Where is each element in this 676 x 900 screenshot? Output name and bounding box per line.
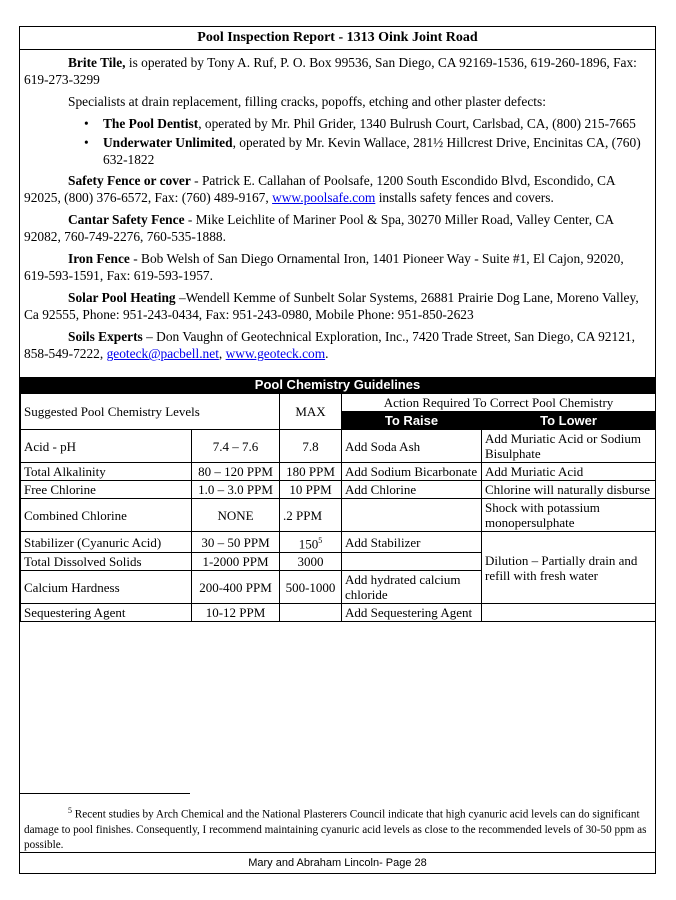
row-lower: Chlorine will naturally disburse <box>482 481 656 499</box>
row-range: NONE <box>192 499 280 532</box>
contractor-details: – Don Vaughn of Geotechnical Exploration, Inc., 7420 Trade Street, San Diego, CA 92121, 858-549-7222, <box>24 329 635 361</box>
row-raise <box>342 553 482 571</box>
table-row <box>21 499 656 532</box>
footnote-text: Recent studies by Arch Chemical and the National Plasterers Council indicate that high cyanuric acid levels can do significant damage to pool finishes. Consequently, I recommend maintaining cyanuric acid levels as close to the recommended levels of 30-50 ppm as possible. <box>24 808 647 851</box>
contractor-name: Brite Tile, <box>68 55 126 70</box>
contractor-details: , operated by Mr. Kevin Wallace, 281½ Hillcrest Drive, Encinitas CA, (760) 632-1822 <box>103 135 641 167</box>
solar-heating-entry <box>24 289 649 323</box>
row-name: Calcium Hardness <box>21 571 192 604</box>
geoteck-link[interactable]: www.geoteck.com <box>225 346 326 361</box>
footnote <box>24 803 649 853</box>
contractor-name: Soils Experts <box>68 329 143 344</box>
contractor-details: , operated by Mr. Phil Grider, 1340 Bulrush Court, Carlsbad, CA, (800) 215-7665 <box>198 116 636 131</box>
row-max: 500-1000 <box>280 571 342 604</box>
contractor-tail: . <box>325 346 329 361</box>
row-raise: Add Soda Ash <box>342 430 482 463</box>
contractor-details: –Wendell Kemme of Sunbelt Solar Systems, 26881 Prairie Dog Lane, Moreno Valley, Ca 92555, Phone: 951-243-0434, Fax: 951-243-0980, Mobile Phone: 951-850-2623 <box>24 290 639 322</box>
row-name: Stabilizer (Cyanuric Acid) <box>21 532 192 553</box>
col-lower-header: To Lower <box>482 412 656 430</box>
row-max: 7.8 <box>280 430 342 463</box>
table-row <box>21 463 656 481</box>
row-raise: Add hydrated calcium chloride <box>342 571 482 604</box>
row-max: .2 PPM <box>280 499 342 532</box>
row-max <box>280 604 342 622</box>
row-lower: Add Muriatic Acid <box>482 463 656 481</box>
row-max <box>280 532 342 553</box>
row-raise: Add Chlorine <box>342 481 482 499</box>
row-name: Free Chlorine <box>21 481 192 499</box>
iron-fence-entry <box>24 250 649 284</box>
table-row <box>21 604 656 622</box>
separator: , <box>218 346 226 361</box>
row-max-value: 150 <box>298 536 319 552</box>
row-name: Total Dissolved Solids <box>21 553 192 571</box>
chemistry-table <box>20 393 656 622</box>
table-row <box>21 430 656 463</box>
col-raise-header: To Raise <box>342 412 482 430</box>
cantar-fence-entry <box>24 211 649 245</box>
row-lower: Add Muriatic Acid or Sodium Bisulphate <box>482 430 656 463</box>
specialists-intro: Specialists at drain replacement, filling cracks, popoffs, etching and other plaster defects: <box>68 94 546 109</box>
chemistry-banner: Pool Chemistry Guidelines <box>20 377 655 393</box>
row-max: 180 PPM <box>280 463 342 481</box>
contractor-tail: installs safety fences and covers. <box>375 190 554 205</box>
row-range: 30 – 50 PPM <box>192 532 280 553</box>
row-name: Sequestering Agent <box>21 604 192 622</box>
poolsafe-link[interactable]: www.poolsafe.com <box>272 190 376 205</box>
contractor-details: is operated by Tony A. Ruf, P. O. Box 99536, San Diego, CA 92169-1536, 619-260-1896, Fax: 619-273-3299 <box>24 55 637 87</box>
row-raise <box>342 499 482 532</box>
row-range: 80 – 120 PPM <box>192 463 280 481</box>
row-raise: Add Stabilizer <box>342 532 482 553</box>
contractor-list <box>20 50 655 362</box>
row-name: Combined Chlorine <box>21 499 192 532</box>
row-max: 10 PPM <box>280 481 342 499</box>
row-name: Acid - pH <box>21 430 192 463</box>
page-title: Pool Inspection Report - 1313 Oink Joint Road <box>20 27 655 50</box>
email-link[interactable]: geoteck@pacbell.net <box>106 346 219 361</box>
table-header-row <box>21 394 656 412</box>
col-max-header: MAX <box>280 394 342 430</box>
row-lower: Shock with potassium monopersulphate <box>482 499 656 532</box>
contractor-details: - Mike Leichlite of Mariner Pool & Spa, 30270 Miller Road, Valley Center, CA 92082, 760-749-2276, 760-535-1888. <box>24 212 614 244</box>
row-lower <box>482 604 656 622</box>
row-lower: Dilution – Partially drain and refill with fresh water <box>482 532 656 604</box>
bullet-icon: • <box>84 135 89 150</box>
table-row <box>21 481 656 499</box>
footnote-ref: 5 <box>318 536 323 545</box>
row-range: 10-12 PPM <box>192 604 280 622</box>
list-item <box>24 134 649 168</box>
row-raise: Add Sodium Bicarbonate <box>342 463 482 481</box>
footnote-divider <box>20 793 190 794</box>
table-row <box>21 532 656 553</box>
contractor-name: Iron Fence <box>68 251 130 266</box>
col-suggested-header: Suggested Pool Chemistry Levels <box>21 394 280 430</box>
list-item <box>24 115 649 132</box>
contractor-name: Safety Fence or cover <box>68 173 191 188</box>
contractor-name: Solar Pool Heating <box>68 290 176 305</box>
footnote-mark: 5 <box>68 806 72 815</box>
page-footer: Mary and Abraham Lincoln- Page 28 <box>20 852 655 873</box>
row-range: 1.0 – 3.0 PPM <box>192 481 280 499</box>
safety-fence-entry <box>24 172 649 206</box>
row-name: Total Alkalinity <box>21 463 192 481</box>
contractor-name: The Pool Dentist <box>103 116 199 131</box>
row-raise: Add Sequestering Agent <box>342 604 482 622</box>
contractor-details: - Patrick E. Callahan of Poolsafe, 1200 South Escondido Blvd, Escondido, CA 92025, (800) 376-6572, Fax: (760) 489-9167, <box>24 173 615 205</box>
contractor-name: Cantar Safety Fence <box>68 212 185 227</box>
soils-experts-entry <box>24 328 649 362</box>
col-action-header: Action Required To Correct Pool Chemistry <box>342 394 656 412</box>
row-range: 1-2000 PPM <box>192 553 280 571</box>
row-max: 3000 <box>280 553 342 571</box>
specialist-list <box>24 115 649 168</box>
row-range: 7.4 – 7.6 <box>192 430 280 463</box>
brite-tile-entry <box>24 54 649 88</box>
bullet-icon: • <box>84 116 89 131</box>
row-range: 200-400 PPM <box>192 571 280 604</box>
report-page <box>19 26 656 874</box>
contractor-name: Underwater Unlimited <box>103 135 233 150</box>
contractor-details: - Bob Welsh of San Diego Ornamental Iron, 1401 Pioneer Way - Suite #1, El Cajon, 92020, 619-593-1591, Fax: 619-593-1957. <box>24 251 624 283</box>
